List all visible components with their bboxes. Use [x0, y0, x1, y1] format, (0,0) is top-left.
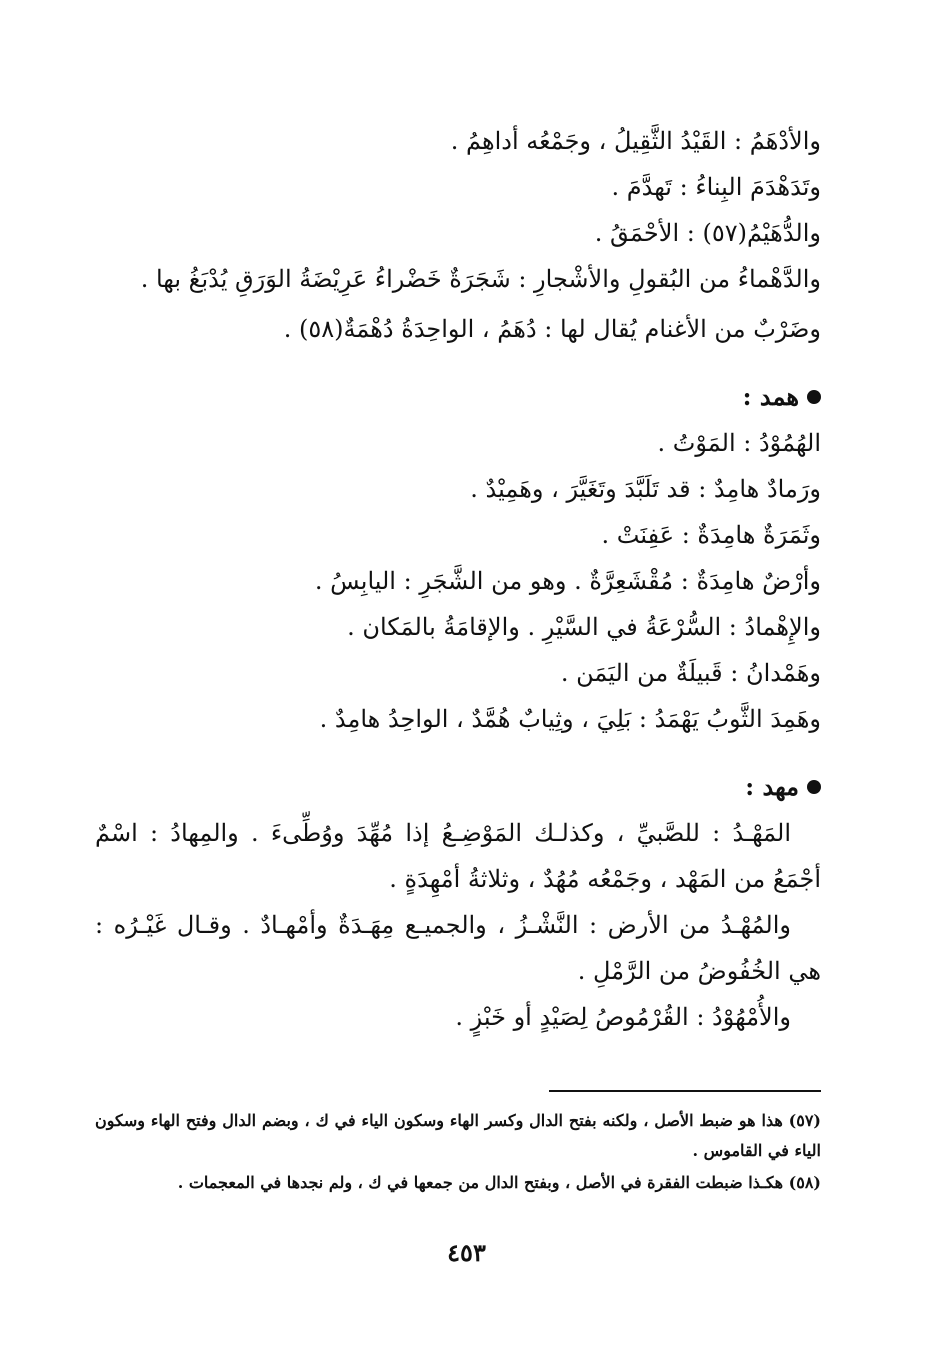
text-line: والدُّهَيْمُ(٥٧) : الأحْمَقُ . — [594, 219, 821, 247]
bullet-icon — [807, 780, 821, 794]
entry-heading-label: همد : — [742, 382, 799, 411]
entry-heading-hamd — [95, 374, 821, 420]
page-number: ٤٥٣ — [447, 1238, 486, 1267]
entry-heading-mahd — [95, 764, 821, 810]
footnote: (٥٧) هذا هو ضبط الأصل ، ولكنه بفتح الدال وكسر الهاء وسكون الياء في ك ، وبضم الدال وفتح الهاء وسكون الياء في القاموس . — [95, 1111, 821, 1160]
text-paragraph: المَهْـدُ : للصَّبيِّ ، وكذلـك المَوْضِـعُ إذا مُهِّدَ ووُطِّىءَ . والمِهادُ : اسْمٌ أجْمَعُ من المَهْد ، وجَمْعُه مُهُدٌ ، وثلاثةُ أمْهِدَةٍ . — [95, 819, 821, 893]
main-text — [95, 118, 821, 1040]
text-paragraph: والمُهْـدُ من الأرض : النَّشْـزُ ، والجميـع مِهَـدَةٌ وأمْهـادٌ . وقـال غَيْـرُه : هي الخُفُوضُ من الرَّمْلِ . — [95, 911, 821, 985]
text-line: وهَمِدَ الثَّوبُ يَهْمَدُ : بَلِيَ ، وثِيابٌ هُمَّدٌ ، الواحِدُ هامِدٌ . — [319, 705, 821, 733]
footnote: (٥٨) هكـذا ضبطت الفقرة في الأصل ، وبفتح الدال من جمعها في ك ، ولم نجدها في المعجمات . — [177, 1173, 821, 1192]
text-line: والإِهْمادُ : السُّرْعَةُ في السَّيْرِ . والإقامَةُ بالمَكان . — [347, 613, 821, 641]
text-line: والدَّهْماءُ من البُقولِ والأشْجارِ : شَجَرَةٌ خَضْراءُ عَرِيْضَةُ الوَرَقِ يُدْبَغُ بها . — [140, 265, 821, 293]
text-line: وأرْضٌ هامِدَةٌ : مُقْشَعِرَّةٌ . وهو من الشَّجَرِ : اليابِسُ . — [314, 567, 821, 595]
text-line: وثَمَرَةٌ هامِدَةٌ : عَفِنَتْ . — [601, 521, 821, 549]
text-line: وضَرْبٌ من الأغنام يُقال لها : دُهَمُ ، الواحِدَةُ دُهْمَةٌ(٥٨) . — [283, 315, 821, 343]
text-line: وتَدَهْدَمَ البِناءُ : تَهدَّمَ . — [611, 173, 821, 201]
entry-heading-label: مهد : — [745, 772, 799, 801]
footnote-divider — [549, 1090, 821, 1092]
text-paragraph: والأُمْهُوْدُ : القُرْمُوصُ لِصَيْدٍ أو خَبْزٍ . — [455, 1003, 791, 1031]
text-line: الهُمُوْدُ : المَوْتُ . — [657, 429, 821, 457]
footnotes — [95, 1106, 821, 1198]
text-line: وهَمْدانُ : قَبيلَةٌ من اليَمَن . — [560, 659, 821, 687]
bullet-icon — [807, 390, 821, 404]
text-line: والأدْهَمُ : القَيْدُ الثَّقِيلُ ، وجَمْعُه أداهِمُ . — [450, 127, 821, 155]
text-line: ورَمادٌ هامِدٌ : قد تَلَبَّدَ وتَغَيَّرَ ، وهَمِيْدٌ . — [470, 475, 821, 503]
